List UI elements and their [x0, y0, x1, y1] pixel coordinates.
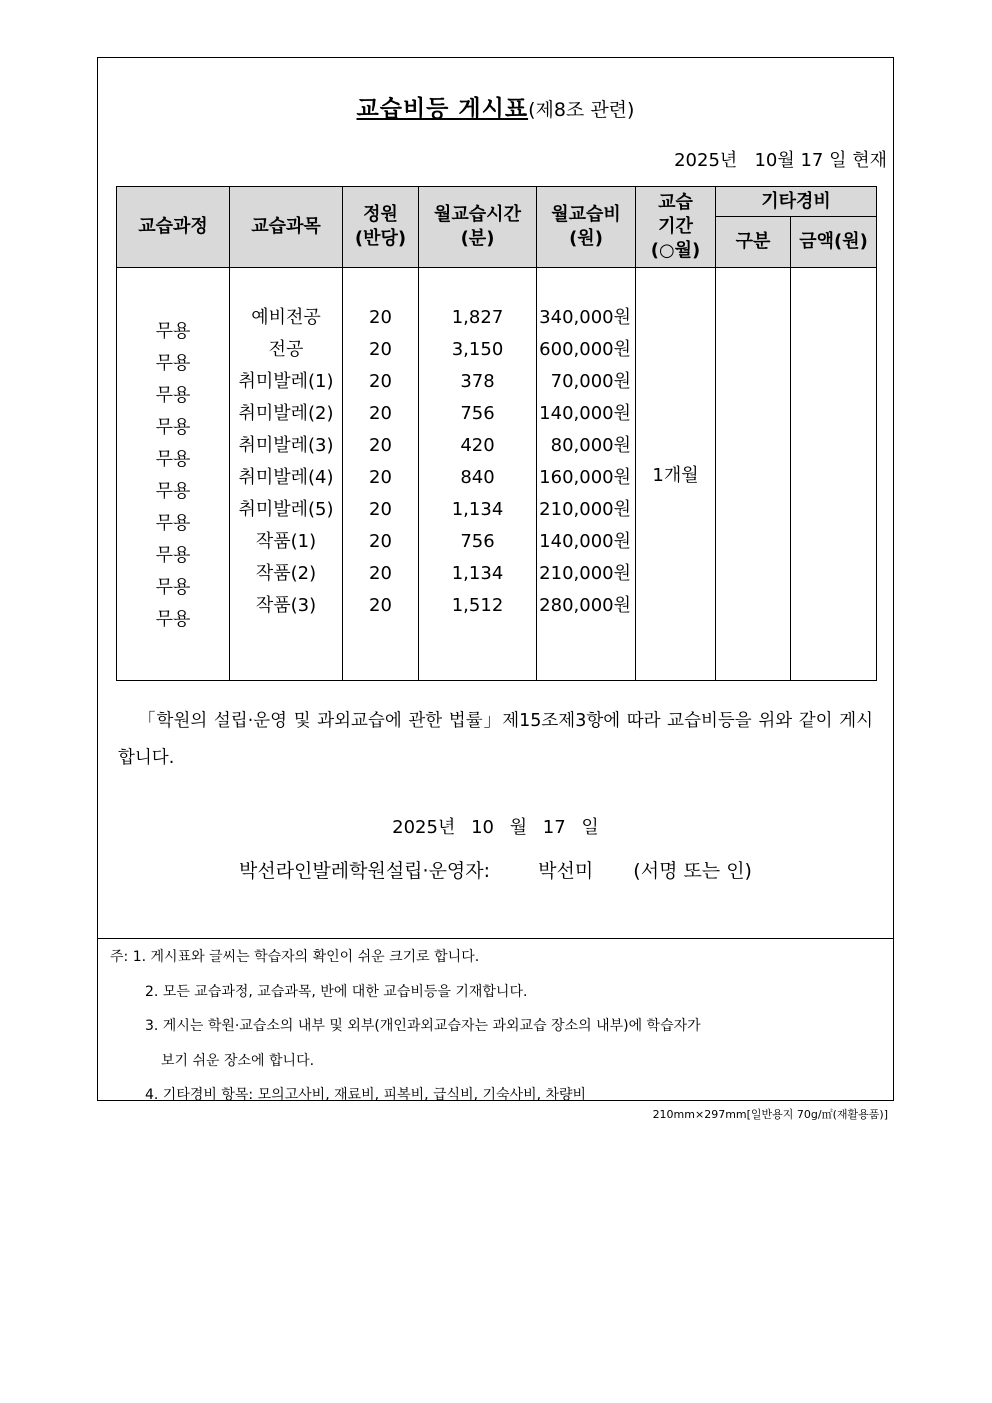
as-of-date: 2025년 10월 17 일 현재 — [674, 150, 887, 171]
note-4: 4. 기타경비 항목: 모의고사비, 재료비, 피복비, 급식비, 기숙사비, 차량비 — [145, 1087, 587, 1103]
fee-cell: 140,000원 — [539, 531, 631, 552]
capacity-cell: 20 — [369, 339, 392, 360]
note-1: 주: 1. 게시표와 글씨는 학습자의 확인이 쉬운 크기로 합니다. — [110, 949, 480, 965]
header-other-type: 구분 — [716, 217, 791, 268]
operator-label: 박선라인발레학원설립·운영자: — [239, 860, 491, 882]
subject-cell: 작품(2) — [255, 563, 317, 584]
period-cell: 1개월 — [636, 268, 716, 681]
other-type-cell — [716, 268, 791, 681]
hours-cell: 1,512 — [451, 595, 504, 616]
header-course: 교습과정 — [117, 187, 230, 268]
page-title — [98, 90, 893, 123]
header-period: 교습 기간 (○월) — [636, 187, 716, 268]
note-2: 2. 모든 교습과정, 교습과목, 반에 대한 교습비등을 기재합니다. — [145, 983, 528, 1000]
subject-cell: 작품(3) — [255, 595, 317, 616]
subject-cell: 취미발레(4) — [238, 467, 334, 488]
capacity-cell: 20 — [369, 307, 392, 328]
subject-cell: 예비전공 — [251, 307, 321, 328]
operator-name: 박선미 — [538, 860, 594, 882]
course-cell: 무용 — [155, 545, 191, 566]
capacity-cell: 20 — [369, 467, 392, 488]
hours-cell: 378 — [460, 371, 495, 392]
fee-cell: 80,000원 — [550, 435, 631, 456]
course-cell: 무용 — [155, 353, 191, 374]
course-cell: 무용 — [155, 577, 191, 598]
notes-section — [98, 938, 893, 1103]
sign-note: (서명 또는 인) — [633, 860, 752, 882]
signature-line — [98, 856, 893, 883]
hours-cell: 420 — [460, 435, 495, 456]
header-other-expenses: 기타경비 — [716, 187, 877, 217]
course-column — [117, 268, 230, 681]
course-cell: 무용 — [155, 513, 191, 534]
notice-frame — [97, 57, 894, 1101]
fee-cell: 70,000원 — [550, 371, 631, 392]
course-cell: 무용 — [155, 321, 191, 342]
capacity-cell: 20 — [369, 435, 392, 456]
fee-cell: 340,000원 — [539, 307, 631, 328]
capacity-cell: 20 — [369, 595, 392, 616]
capacity-cell: 20 — [369, 563, 392, 584]
fee-cell: 210,000원 — [539, 499, 631, 520]
hours-cell: 840 — [460, 467, 495, 488]
header-hours: 월교습시간 (분) — [419, 187, 537, 268]
header-subject: 교습과목 — [230, 187, 343, 268]
subject-cell: 취미발레(2) — [238, 403, 334, 424]
hours-cell: 3,150 — [451, 339, 504, 360]
capacity-column — [343, 268, 419, 681]
header-other-amount: 금액(원) — [791, 217, 877, 268]
subject-cell: 작품(1) — [255, 531, 317, 552]
course-cell: 무용 — [155, 385, 191, 406]
subject-cell: 취미발레(3) — [238, 435, 334, 456]
course-cell: 무용 — [155, 417, 191, 438]
course-cell: 무용 — [155, 609, 191, 630]
fee-column — [537, 268, 636, 681]
capacity-cell: 20 — [369, 403, 392, 424]
capacity-cell: 20 — [369, 371, 392, 392]
fee-table — [116, 186, 877, 681]
subject-cell: 취미발레(1) — [238, 371, 334, 392]
header-fee: 월교습비 (원) — [537, 187, 636, 268]
hours-cell: 1,827 — [451, 307, 504, 328]
note-3: 3. 게시는 학원·교습소의 내부 및 외부(개인과외교습자는 과외교습 장소의 내부)에 학습자가 — [145, 1018, 701, 1034]
other-amount-cell — [791, 268, 877, 681]
note-3-cont: 보기 쉬운 장소에 합니다. — [161, 1052, 315, 1069]
fee-cell: 600,000원 — [539, 339, 631, 360]
fee-cell: 140,000원 — [539, 403, 631, 424]
title-subtitle: (제8조 관련) — [528, 99, 635, 121]
course-cell: 무용 — [155, 481, 191, 502]
fee-cell: 160,000원 — [539, 467, 631, 488]
capacity-cell: 20 — [369, 499, 392, 520]
statement-text: 「학원의 설립·운영 및 과외교습에 관한 법률」제15조제3항에 따라 교습비등을 위와 같이 게시합니다. — [118, 711, 873, 768]
fee-cell: 280,000원 — [539, 595, 631, 616]
hours-cell: 756 — [460, 531, 495, 552]
hours-cell: 756 — [460, 403, 495, 424]
header-capacity: 정원 (반당) — [343, 187, 419, 268]
subject-cell: 전공 — [268, 339, 304, 360]
fee-cell: 210,000원 — [539, 563, 631, 584]
hours-cell: 1,134 — [451, 563, 504, 584]
hours-cell: 1,134 — [451, 499, 504, 520]
subject-column — [230, 268, 343, 681]
paper-spec: 210mm×297mm[일반용지 70g/㎡(재활용품)] — [652, 1108, 888, 1121]
capacity-cell: 20 — [369, 531, 392, 552]
course-cell: 무용 — [155, 449, 191, 470]
signature-date: 2025년 10 월 17 일 — [392, 817, 599, 838]
hours-column — [419, 268, 537, 681]
title-main: 교습비등 게시표 — [356, 96, 529, 122]
subject-cell: 취미발레(5) — [238, 499, 334, 520]
